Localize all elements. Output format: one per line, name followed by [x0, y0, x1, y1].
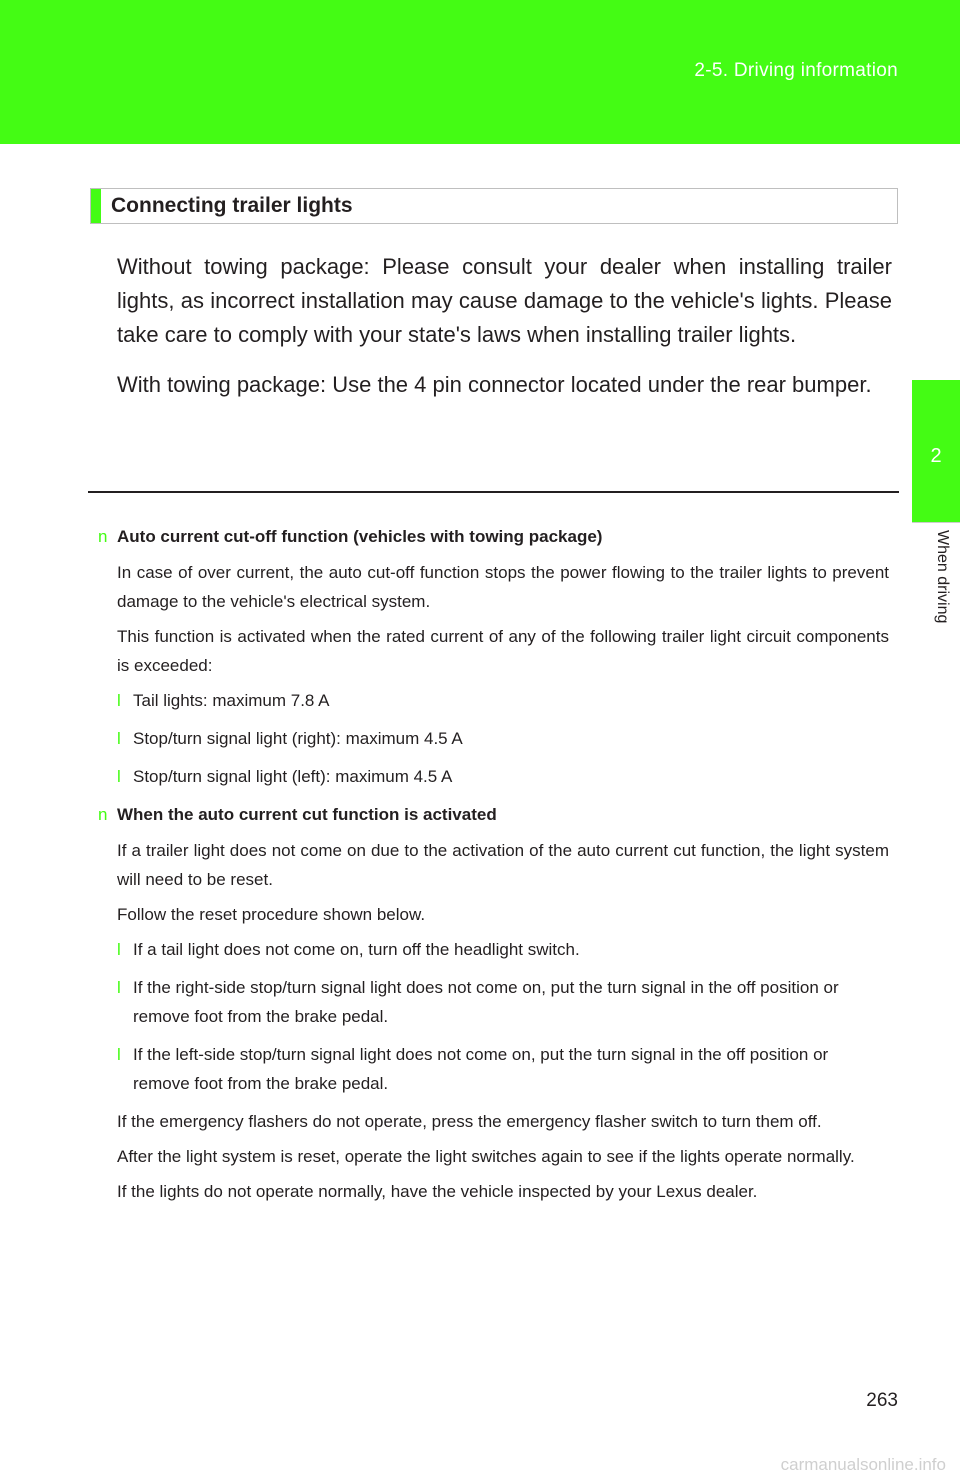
topic-title: Connecting trailer lights	[111, 194, 353, 217]
bullet-icon: l	[117, 729, 121, 748]
list-item: l Tail lights: maximum 7.8 A	[117, 686, 889, 715]
notes-section	[96, 522, 889, 1212]
note-body: After the light system is reset, operate the light switches again to see if the lights operate normally.	[117, 1147, 855, 1166]
bullet-icon: l	[117, 691, 121, 710]
square-marker-icon: n	[98, 527, 108, 546]
bullet-icon: l	[117, 978, 121, 997]
bullet-icon: l	[117, 1045, 121, 1064]
section-divider	[88, 491, 899, 493]
watermark: carmanualsonline.info	[780, 1455, 946, 1474]
list-item: l If the right-side stop/turn signal light does not come on, put the turn signal in the off position or remove foot from the brake pedal.	[117, 973, 889, 1031]
rated-current-list	[96, 686, 889, 791]
note-body: Follow the reset procedure shown below.	[117, 905, 426, 924]
section-title: 2-5. Driving information	[694, 60, 898, 81]
title-accent-bar	[91, 189, 101, 223]
chapter-side-tab	[912, 144, 960, 1484]
note-heading-auto-cutoff	[96, 522, 889, 551]
reset-procedure-list	[96, 935, 889, 1098]
bullet-icon: l	[117, 767, 121, 786]
note-heading-activated	[96, 800, 889, 829]
note-body: If the emergency flashers do not operate, press the emergency flasher switch to turn them off.	[117, 1112, 822, 1131]
bullet-icon: l	[117, 940, 121, 959]
page-header	[0, 0, 960, 144]
note-body: If the lights do not operate normally, have the vehicle inspected by your Lexus dealer.	[117, 1182, 758, 1201]
list-item: l Stop/turn signal light (left): maximum 4.5 A	[117, 762, 889, 791]
note-body: If a trailer light does not come on due to the activation of the auto current cut function, the light system will need to be reset.	[117, 841, 889, 889]
intro-paragraph-with-package: With towing package: Use the 4 pin connector located under the rear bumper.	[117, 372, 872, 397]
square-marker-icon: n	[98, 805, 108, 824]
intro-text	[117, 250, 892, 418]
intro-paragraph-without-package: Without towing package: Please consult your dealer when installing trailer lights, as incorrect installation may cause damage to the vehicle's lights. Please take care to comply with your state's laws when installing trailer lights.	[117, 254, 892, 347]
list-item: l Stop/turn signal light (right): maximum 4.5 A	[117, 724, 889, 753]
note-heading-text: When the auto current cut function is activated	[117, 805, 497, 824]
note-body: This function is activated when the rated current of any of the following trailer light circuit components is exceeded:	[117, 627, 889, 675]
list-item: l If the left-side stop/turn signal light does not come on, put the turn signal in the off position or remove foot from the brake pedal.	[117, 1040, 889, 1098]
topic-title-bar	[90, 188, 898, 224]
chapter-tab-divider	[912, 522, 960, 523]
chapter-label: When driving	[934, 530, 951, 624]
page-number: 263	[866, 1390, 898, 1411]
note-heading-text: Auto current cut-off function (vehicles with towing package)	[117, 527, 603, 546]
chapter-number: 2	[930, 445, 942, 467]
list-item: l If a tail light does not come on, turn off the headlight switch.	[117, 935, 889, 964]
note-body: In case of over current, the auto cut-off function stops the power flowing to the trailer lights to prevent damage to the vehicle's electrical system.	[117, 563, 889, 611]
